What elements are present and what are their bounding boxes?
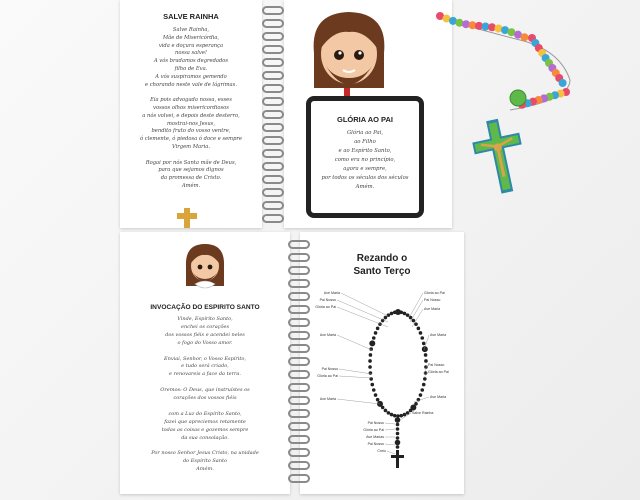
spiral-ring (288, 305, 310, 314)
spiral-ring (288, 344, 310, 353)
rosary-label: Pai Nosso (319, 298, 336, 302)
text-line: a nós volvei, e depois deste desterro, (142, 112, 240, 119)
jesus-avatar-icon (304, 8, 394, 104)
text-line: Eia pois advogada nossa, esses (150, 97, 232, 104)
label-leader-line (414, 397, 429, 402)
terco-bead (396, 427, 400, 431)
rosary-label: Pai Nosso (428, 363, 445, 367)
cross-icon (177, 208, 197, 228)
text-line: e renovareis a face da terra. (169, 371, 241, 378)
terco-bead (368, 359, 372, 363)
text-line: da sua consolação. (181, 434, 229, 441)
text-line (120, 403, 290, 411)
text-line: A vós suspiramos gemendo (155, 73, 227, 80)
spiral-ring (288, 383, 310, 392)
terco-bead (417, 327, 421, 331)
spiral-ring (262, 58, 284, 67)
terco-bead (376, 398, 380, 402)
invocacao-text (120, 316, 290, 474)
rosary-label: Gloria ao Pai (424, 291, 445, 295)
rosary-label: Glória ao Pai (428, 370, 449, 374)
rosary-label: Pai Nosso (321, 367, 338, 371)
rosary-label: Ave Maria (323, 291, 340, 295)
text-line: filho de Eva. (174, 65, 208, 72)
text-line: mostrai-nos Jesus, (166, 120, 215, 127)
text-line (120, 443, 290, 451)
terco-bead (384, 316, 388, 320)
spiral-ring (262, 45, 284, 54)
terco-bead (419, 393, 423, 397)
rosary-label: Pai Nosso (367, 442, 384, 446)
rosary-label: Ave Maria (430, 333, 447, 337)
text-line: vossos olhos misericordiosos (153, 104, 229, 111)
rosary-bead (559, 79, 567, 87)
spiral-ring (262, 123, 284, 132)
rosary-label: Ave Maria (424, 307, 441, 311)
rosary-label: Glória ao Pai (363, 428, 384, 432)
terco-bead (376, 327, 380, 331)
spiral-ring (288, 253, 310, 262)
text-line: Amém. (181, 182, 201, 189)
text-line: ó clemente, ó piedosa ó doce e sempre (140, 136, 242, 143)
terco-bead (412, 319, 416, 323)
terco-bead (420, 388, 424, 392)
text-line: e ao Espírito Santo, (338, 148, 392, 154)
text-line: dos vossos fiéis e acendei neles (165, 331, 245, 338)
text-line: Amém. (196, 466, 214, 473)
spiral-ring (288, 461, 310, 470)
rosary-label: Ave Maria (430, 395, 447, 399)
salve-rainha-title: SALVE RAINHA (163, 12, 219, 21)
text-line: Salve Rainha, (172, 27, 210, 33)
terco-bead (420, 336, 424, 340)
spiral-ring (288, 448, 310, 457)
text-line (120, 348, 290, 356)
spiral-ring (262, 71, 284, 80)
text-line (120, 152, 262, 160)
text-line: agora e sempre, (343, 166, 387, 172)
label-leader-line (337, 307, 388, 327)
page-salve-rainha (120, 0, 262, 228)
spiral-ring (288, 292, 310, 301)
text-line: com a Luz do Espírito Santo, (168, 410, 242, 417)
terco-bead (393, 311, 397, 315)
rosary-diagram (300, 232, 464, 494)
label-leader-line (339, 369, 372, 374)
label-leader-line (385, 444, 395, 445)
rezando-title-line1: Rezando o (356, 253, 408, 264)
spiral-ring (288, 331, 310, 340)
terco-bead (369, 340, 375, 346)
terco-bead (384, 409, 388, 413)
crucifix-icon (391, 450, 404, 468)
text-line: como era no princípio, (334, 157, 396, 163)
text-line: Rogai por nós Santa mãe de Deus, (145, 159, 237, 166)
label-leader-line (410, 300, 423, 322)
terco-bead (414, 322, 418, 326)
label-leader-line (337, 399, 380, 404)
text-line: A vós bradamos degredados (153, 58, 229, 65)
text-line: bendito fruto do vosso ventre, (151, 128, 231, 135)
rosary-label: Ave Maria (319, 397, 336, 401)
rezando-title-line2: Santo Terço (353, 266, 411, 277)
gloria-text (311, 129, 419, 192)
text-line: ao Filho (354, 139, 376, 145)
terco-bead (368, 365, 372, 369)
spiral-ring (288, 266, 310, 275)
text-line: nossa salve! (174, 50, 208, 57)
top-spiral-binding (260, 6, 286, 228)
text-line: do Espírito Santo (182, 458, 228, 465)
spiral-ring (288, 435, 310, 444)
text-line (120, 89, 262, 97)
rosary-label: Glória ao Pai (315, 305, 336, 309)
rosary-label: Salve Rainha (412, 411, 434, 415)
spiral-ring (262, 32, 284, 41)
spiral-ring (288, 370, 310, 379)
terco-bead (370, 383, 374, 387)
rosary-label: Glória ao Pai (317, 374, 338, 378)
spiral-ring (262, 175, 284, 184)
terco-bead (374, 393, 378, 397)
terco-bead (399, 414, 403, 418)
terco-bead (390, 413, 394, 417)
rosary-image (420, 0, 640, 220)
rosary-label: Pai Nosso (367, 421, 384, 425)
terco-bead (372, 388, 376, 392)
terco-bead (396, 445, 400, 449)
rosary-label: Ave Maria (319, 333, 336, 337)
terco-bead (374, 331, 378, 335)
text-line: vida e doçura esperança (158, 42, 224, 49)
spiral-ring (288, 422, 310, 431)
text-line: da promessa de Cristo. (160, 175, 222, 182)
text-line: o fogo do Vosso amor. (177, 339, 233, 346)
spiral-ring (262, 201, 284, 210)
text-line: todas as coisas e gozemos sempre (161, 426, 249, 433)
terco-bead (396, 423, 400, 427)
text-line: e tudo será criado, (181, 363, 229, 370)
terco-bead (423, 377, 427, 381)
text-line: Mãe de Misericórdia, (162, 34, 220, 41)
page-rezando-terco (300, 232, 464, 494)
label-leader-line (387, 451, 395, 454)
spiral-ring (262, 149, 284, 158)
spiral-ring (262, 97, 284, 106)
label-leader-line (341, 293, 388, 316)
text-line: Por nosso Senhor Jesus Cristo, na unidade (151, 450, 259, 457)
gloria-tablet (306, 96, 424, 218)
text-line: Vinde, Espírito Santo, (177, 316, 233, 322)
spiral-ring (262, 84, 284, 93)
rosary-label: Ave Marias (366, 435, 384, 439)
bottom-spiral-binding (286, 240, 312, 490)
page-invocacao (120, 232, 290, 494)
terco-bead (369, 353, 373, 357)
terco-bead (424, 353, 428, 357)
spiral-ring (262, 136, 284, 145)
text-line: Glória ao Pai, (346, 130, 384, 136)
spiral-ring (288, 279, 310, 288)
terco-bead (372, 336, 376, 340)
terco-bead (369, 377, 373, 381)
terco-bead (403, 312, 407, 316)
rosary-label: Creio (377, 449, 386, 453)
spiral-ring (262, 214, 284, 223)
label-leader-line (385, 429, 395, 430)
spiral-ring (288, 357, 310, 366)
terco-bead (419, 331, 423, 335)
spiral-ring (262, 6, 284, 15)
salve-rainha-text (120, 27, 262, 191)
text-line: Oremos: O Deus, que instruístes os (160, 387, 250, 394)
text-line: enchei os corações (180, 323, 230, 330)
gloria-title: GLÓRIA AO PAI (337, 115, 393, 124)
terco-bead (396, 436, 400, 440)
terco-bead (406, 313, 410, 317)
invocacao-title: INVOCAÇÃO DO ESPIRITO SANTO (150, 304, 260, 311)
label-leader-line (337, 335, 372, 350)
spiral-ring (288, 409, 310, 418)
spiral-ring (262, 188, 284, 197)
label-leader-line (339, 376, 372, 378)
text-line: Enviai, Senhor, o Vosso Espírito, (163, 355, 246, 362)
text-line: Amém. (355, 184, 375, 190)
spiral-ring (262, 162, 284, 171)
spiral-ring (288, 396, 310, 405)
text-line: para que sejamos dignos (158, 167, 224, 174)
terco-bead (387, 313, 391, 317)
spiral-ring (288, 318, 310, 327)
terco-bead (395, 440, 401, 446)
terco-bead (393, 414, 397, 418)
spiral-ring (262, 110, 284, 119)
text-line: Virgem Maria. (171, 143, 211, 150)
text-line: por todos os séculos dos séculos (321, 175, 409, 181)
terco-bead (369, 371, 373, 375)
terco-bead (403, 413, 407, 417)
terco-bead (395, 417, 401, 423)
terco-bead (390, 312, 394, 316)
rosary-label: Pai Nosso (424, 298, 441, 302)
text-line: fazei que apreciemos retamente (164, 418, 246, 425)
label-leader-line (385, 423, 395, 424)
text-line: corações dos vossos fiéis (173, 395, 237, 402)
terco-bead (406, 411, 410, 415)
terco-bead (399, 311, 403, 315)
terco-bead (422, 383, 426, 387)
terco-bead (422, 342, 426, 346)
terco-bead (396, 432, 400, 436)
text-line (120, 379, 290, 387)
terco-bead (387, 411, 391, 415)
spiral-ring (288, 240, 310, 249)
rosary-bead (521, 33, 529, 41)
spiral-ring (288, 474, 310, 483)
spiral-ring (262, 19, 284, 28)
text-line: e chorando neste vale de lágrimas. (145, 81, 237, 88)
jesus-dove-icon (182, 242, 228, 292)
